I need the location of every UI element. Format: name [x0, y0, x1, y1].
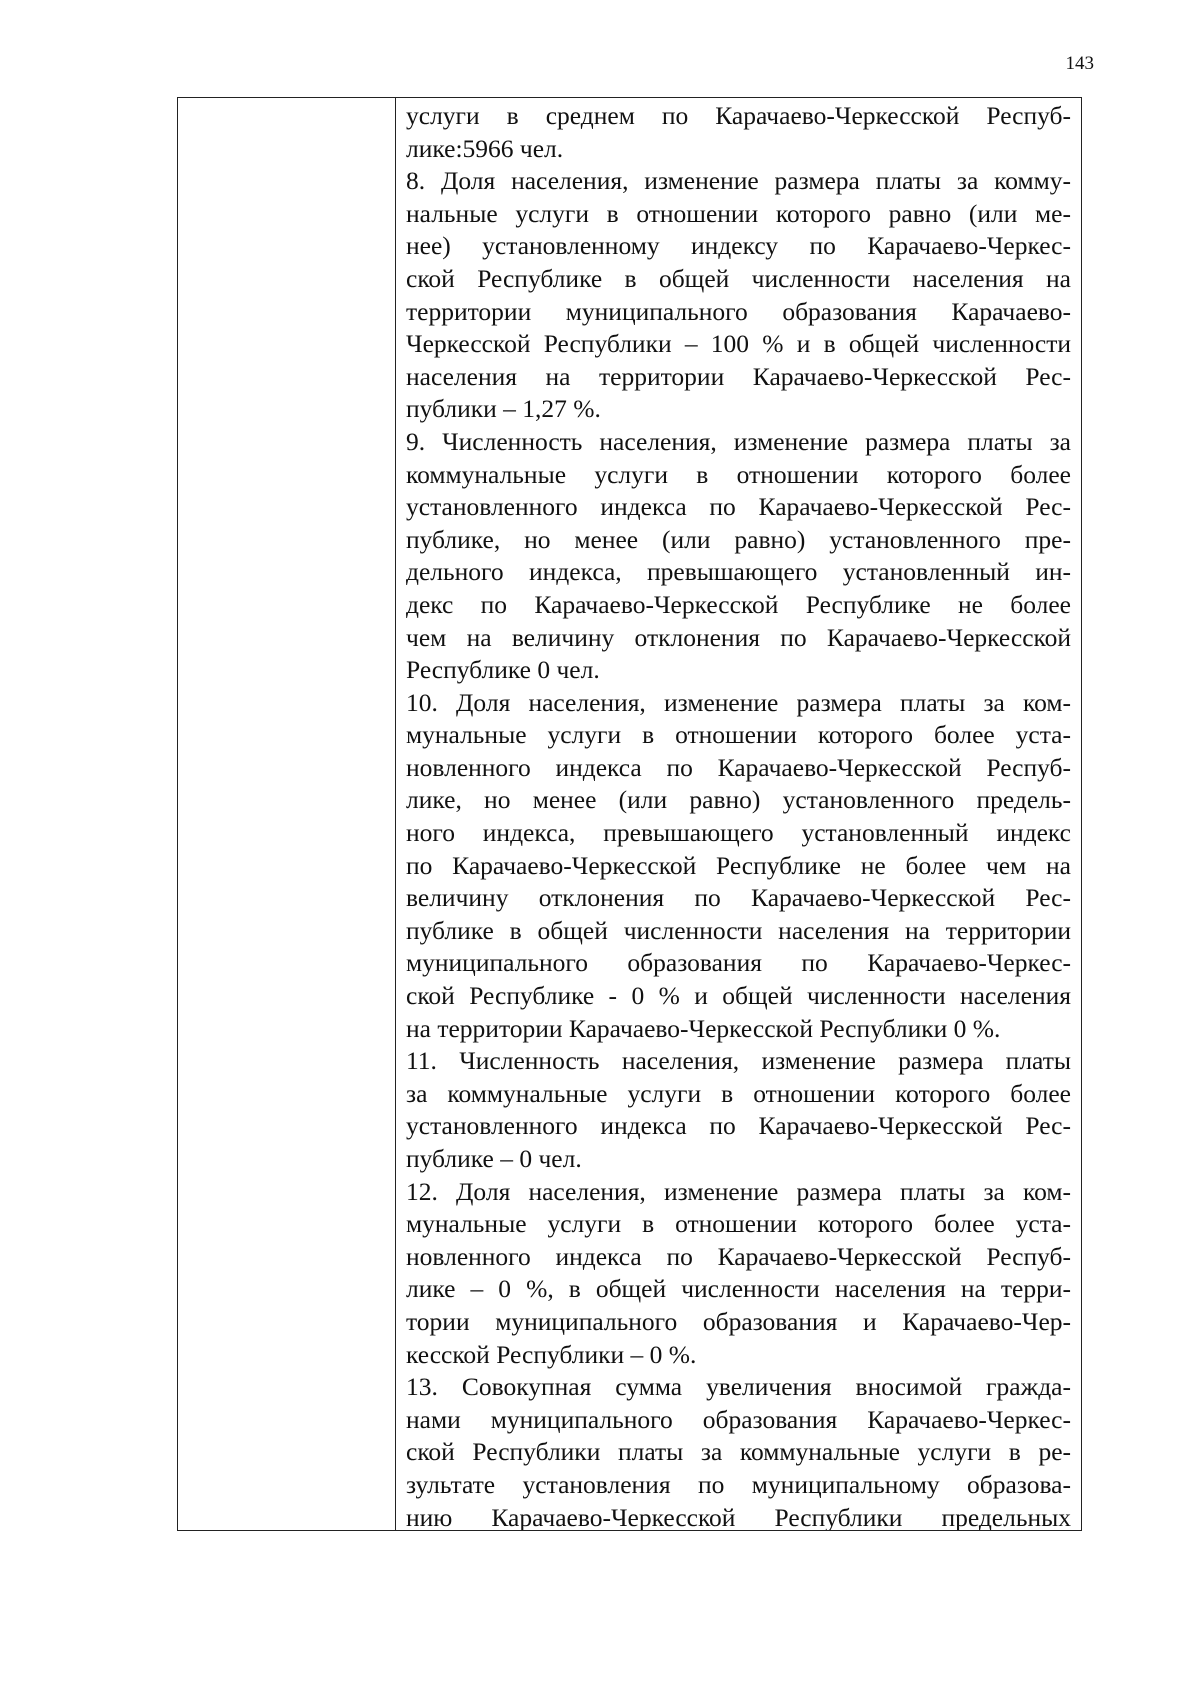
text-line: ской Республике - 0 % и общей численности населения	[406, 981, 1071, 1011]
text-line: 13. Совокупная сумма увеличения вносимой гражда-	[406, 1372, 1071, 1402]
text-line: публике, но менее (или равно) установленного пре-	[406, 524, 1071, 554]
text-line: Республике 0 чел.	[406, 655, 600, 685]
text-line: ного индекса, превышающего установленный индекс	[406, 818, 1071, 848]
text-line: декс по Карачаево-Черкесской Республике не более	[406, 589, 1071, 619]
text-line: 9. Численность населения, изменение размера платы за	[406, 426, 1071, 456]
text-line: установленного индекса по Карачаево-Черкесской Рес-	[406, 1111, 1071, 1141]
text-line: Черкесской Республики – 100 % и в общей численности	[406, 329, 1071, 359]
text-line: муниципального образования по Карачаево-Черкес-	[406, 948, 1071, 978]
text-line: мунальные услуги в отношении которого более уста-	[406, 720, 1071, 750]
text-line: по Карачаево-Черкесской Республике не более чем на	[406, 850, 1071, 880]
text-line: ской Республики платы за коммунальные услуги в ре-	[406, 1437, 1071, 1467]
table-text-cell	[396, 98, 1081, 1530]
text-line: 12. Доля населения, изменение размера платы за ком-	[406, 1176, 1071, 1206]
text-line: нами муниципального образования Карачаево-Черкес-	[406, 1404, 1071, 1434]
text-line: населения на территории Карачаево-Черкесской Рес-	[406, 361, 1071, 391]
text-line: дельного индекса, превышающего установленный ин-	[406, 557, 1071, 587]
table-left-cell	[178, 98, 396, 1530]
text-line: мунальные услуги в отношении которого более уста-	[406, 1209, 1071, 1239]
text-line: территории муниципального образования Карачаево-	[406, 296, 1071, 326]
text-line: лике:5966 чел.	[406, 133, 564, 163]
page-number: 143	[1065, 53, 1094, 74]
text-line: публики – 1,27 %.	[406, 394, 601, 424]
text-line: новленного индекса по Карачаево-Черкесской Респуб-	[406, 752, 1071, 782]
text-line: лике – 0 %, в общей численности населения на терри-	[406, 1274, 1071, 1304]
text-line: чем на величину отклонения по Карачаево-Черкесской	[406, 622, 1071, 652]
document-table	[177, 97, 1082, 1531]
text-line: коммунальные услуги в отношении которого более	[406, 459, 1071, 489]
text-line: публике в общей численности населения на территории	[406, 915, 1071, 945]
text-line: зультате установления по муниципальному образова-	[406, 1469, 1071, 1499]
text-line: нию Карачаево-Черкесской Республики предельных	[406, 1502, 1071, 1530]
text-line: новленного индекса по Карачаево-Черкесской Респуб-	[406, 1241, 1071, 1271]
text-line: ской Республике в общей численности населения на	[406, 263, 1071, 293]
text-line: на территории Карачаево-Черкесской Республики 0 %.	[406, 1013, 1001, 1043]
text-line: за коммунальные услуги в отношении которого более	[406, 1078, 1071, 1108]
text-line: 11. Численность населения, изменение размера платы	[406, 1046, 1071, 1076]
text-line: 10. Доля населения, изменение размера платы за ком-	[406, 687, 1071, 717]
text-line: публике – 0 чел.	[406, 1144, 582, 1173]
text-line: нее) установленному индексу по Карачаево-Черкес-	[406, 231, 1071, 261]
text-line: кесской Республики – 0 %.	[406, 1339, 697, 1369]
text-line: тории муниципального образования и Карачаево-Чер-	[406, 1306, 1071, 1336]
text-line: 8. Доля населения, изменение размера платы за комму-	[406, 166, 1071, 196]
text-line: нальные услуги в отношении которого равно (или ме-	[406, 198, 1071, 228]
text-line: услуги в среднем по Карачаево-Черкесской Респуб-	[406, 101, 1071, 130]
text-line: установленного индекса по Карачаево-Черкесской Рес-	[406, 492, 1071, 522]
text-line: величину отклонения по Карачаево-Черкесской Рес-	[406, 883, 1071, 913]
text-line: лике, но менее (или равно) установленного предель-	[406, 785, 1071, 815]
